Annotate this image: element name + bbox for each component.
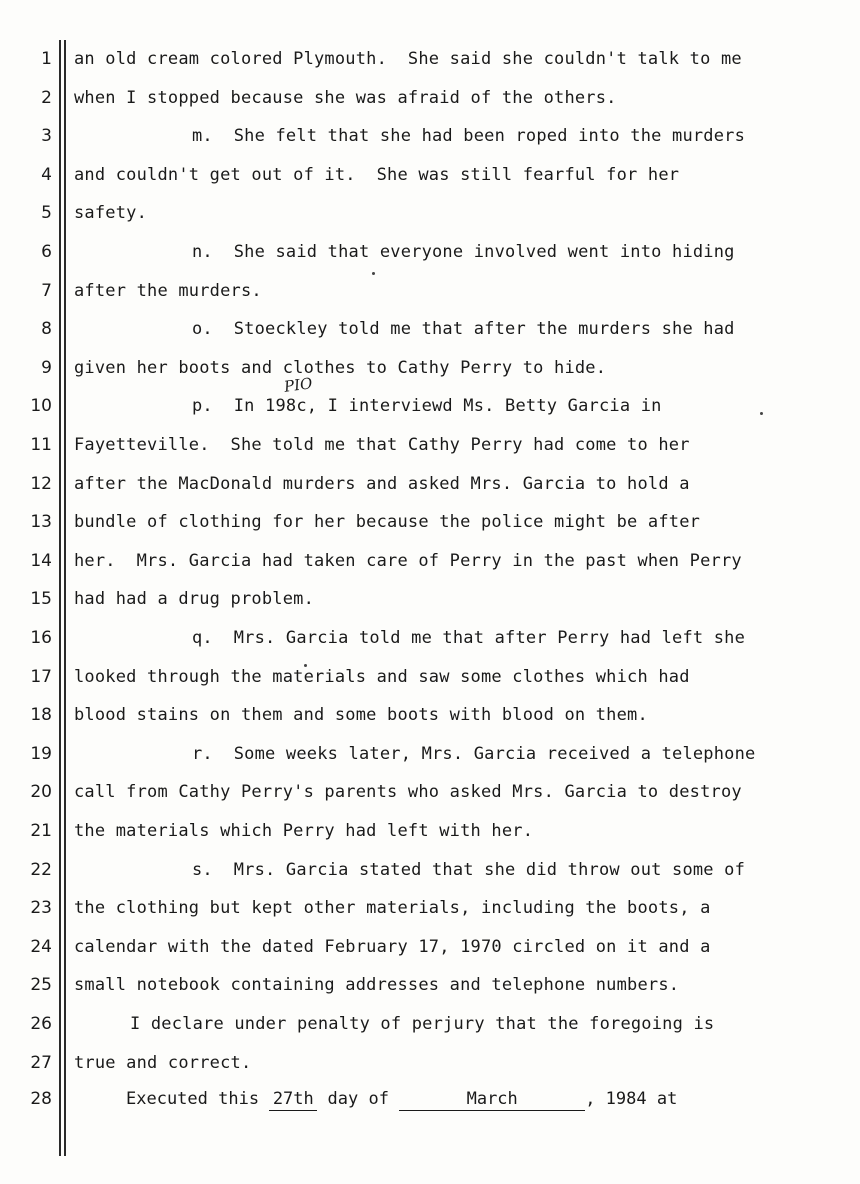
document-line [0, 314, 860, 344]
line-number: 12 [30, 473, 52, 494]
document-line [0, 777, 860, 807]
line-text: and couldn't get out of it. She was still fearful for her [74, 164, 680, 185]
document-line [0, 584, 860, 614]
line-number: 6 [41, 242, 52, 262]
line-number: 27 [30, 1052, 52, 1073]
line-text: p. In 198c, I interviewd Ms. Betty Garcia in [192, 396, 662, 417]
execution-day: 27th [269, 1088, 317, 1111]
line-text: bundle of clothing for her because the police might be after [74, 512, 701, 533]
line-number: 9 [41, 357, 52, 378]
document-line [0, 932, 860, 962]
document-line [0, 198, 860, 228]
line-text: call from Cathy Perry's parents who asked Mrs. Garcia to destroy [74, 782, 742, 803]
line-number: 2 [41, 87, 52, 108]
line-number: 11 [30, 435, 52, 455]
line-number: 18 [30, 705, 52, 726]
document-line [0, 739, 860, 769]
line-text: r. Some weeks later, Mrs. Garcia received a telephone [192, 743, 756, 764]
line-number: 4 [41, 164, 52, 185]
execution-statement [126, 1084, 677, 1114]
line-text: q. Mrs. Garcia told me that after Perry had left she [192, 628, 746, 648]
line-number: 3 [41, 126, 52, 147]
document-line [0, 893, 860, 923]
line-text: after the murders. [74, 280, 262, 301]
line-number: 22 [30, 859, 52, 880]
document-line [0, 970, 860, 1000]
line-text: n. She said that everyone involved went into hiding [192, 242, 735, 262]
line-text: an old cream colored Plymouth. She said she couldn't talk to me [74, 49, 742, 69]
line-text: looked through the materials and saw some clothes which had [74, 666, 690, 687]
document-line [0, 816, 860, 846]
line-number: 10 [30, 396, 52, 417]
line-text: safety. [74, 203, 148, 224]
line-text: I declare under penalty of perjury that the foregoing is [130, 1014, 715, 1034]
line-number: 5 [41, 203, 52, 224]
document-line [0, 469, 860, 499]
line-text: Fayetteville. She told me that Cathy Perry had come to her [74, 435, 690, 455]
line-number: 25 [30, 975, 52, 996]
document-line [0, 237, 860, 267]
line-text: m. She felt that she had been roped into the murders [192, 126, 746, 147]
line-number: 20 [30, 782, 52, 803]
document-line [0, 855, 860, 885]
document-line [0, 44, 860, 74]
handwritten-annotation: PIO [282, 374, 314, 396]
execution-prefix: Executed this [126, 1089, 270, 1109]
line-text: s. Mrs. Garcia stated that she did throw out some of [192, 859, 746, 880]
document-line [0, 353, 860, 383]
line-number: 19 [30, 743, 52, 764]
line-number: 1 [41, 49, 52, 69]
line-number: 17 [30, 666, 52, 687]
line-number: 16 [30, 628, 52, 648]
document-line [0, 700, 860, 730]
line-text: had had a drug problem. [74, 589, 315, 610]
line-text: true and correct. [74, 1052, 252, 1073]
document-line [0, 623, 860, 653]
line-text: small notebook containing addresses and telephone numbers. [74, 975, 680, 996]
document-line [0, 1048, 860, 1078]
document-line [0, 507, 860, 537]
document-line [0, 1009, 860, 1039]
document-line [0, 276, 860, 306]
document-line [0, 160, 860, 190]
document-line [0, 391, 860, 421]
line-number: 23 [30, 898, 52, 919]
document-line [0, 430, 860, 460]
line-text: calendar with the dated February 17, 1970 circled on it and a [74, 936, 711, 957]
line-text: her. Mrs. Garcia had taken care of Perry in the past when Perry [74, 550, 742, 571]
scan-speck [372, 272, 375, 275]
execution-middle: day of [317, 1089, 400, 1109]
execution-month: March [399, 1088, 585, 1111]
line-text: after the MacDonald murders and asked Mrs. Garcia to hold a [74, 473, 690, 494]
line-text: o. Stoeckley told me that after the murders she had [192, 319, 735, 340]
document-line [0, 662, 860, 692]
line-text: when I stopped because she was afraid of the others. [74, 87, 617, 108]
line-number: 26 [30, 1014, 52, 1034]
line-number: 7 [41, 280, 52, 301]
line-number: 14 [30, 550, 52, 571]
line-text: the clothing but kept other materials, including the boots, a [74, 898, 711, 919]
line-number: 21 [30, 821, 52, 841]
document-line [0, 546, 860, 576]
closing-line [0, 1084, 860, 1114]
scan-speck [304, 664, 307, 667]
execution-suffix: , 1984 at [585, 1089, 678, 1109]
line-number: 15 [30, 589, 52, 610]
line-text: given her boots and clothes to Cathy Perry to hide. [74, 357, 607, 378]
line-number: 28 [30, 1089, 52, 1109]
scan-speck [760, 412, 763, 415]
line-number: 24 [30, 936, 52, 957]
line-text: blood stains on them and some boots with blood on them. [74, 705, 648, 726]
line-number: 8 [41, 319, 52, 340]
line-text: the materials which Perry had left with her. [74, 821, 534, 841]
line-number: 13 [30, 512, 52, 533]
document-line [0, 121, 860, 151]
document-line [0, 83, 860, 113]
